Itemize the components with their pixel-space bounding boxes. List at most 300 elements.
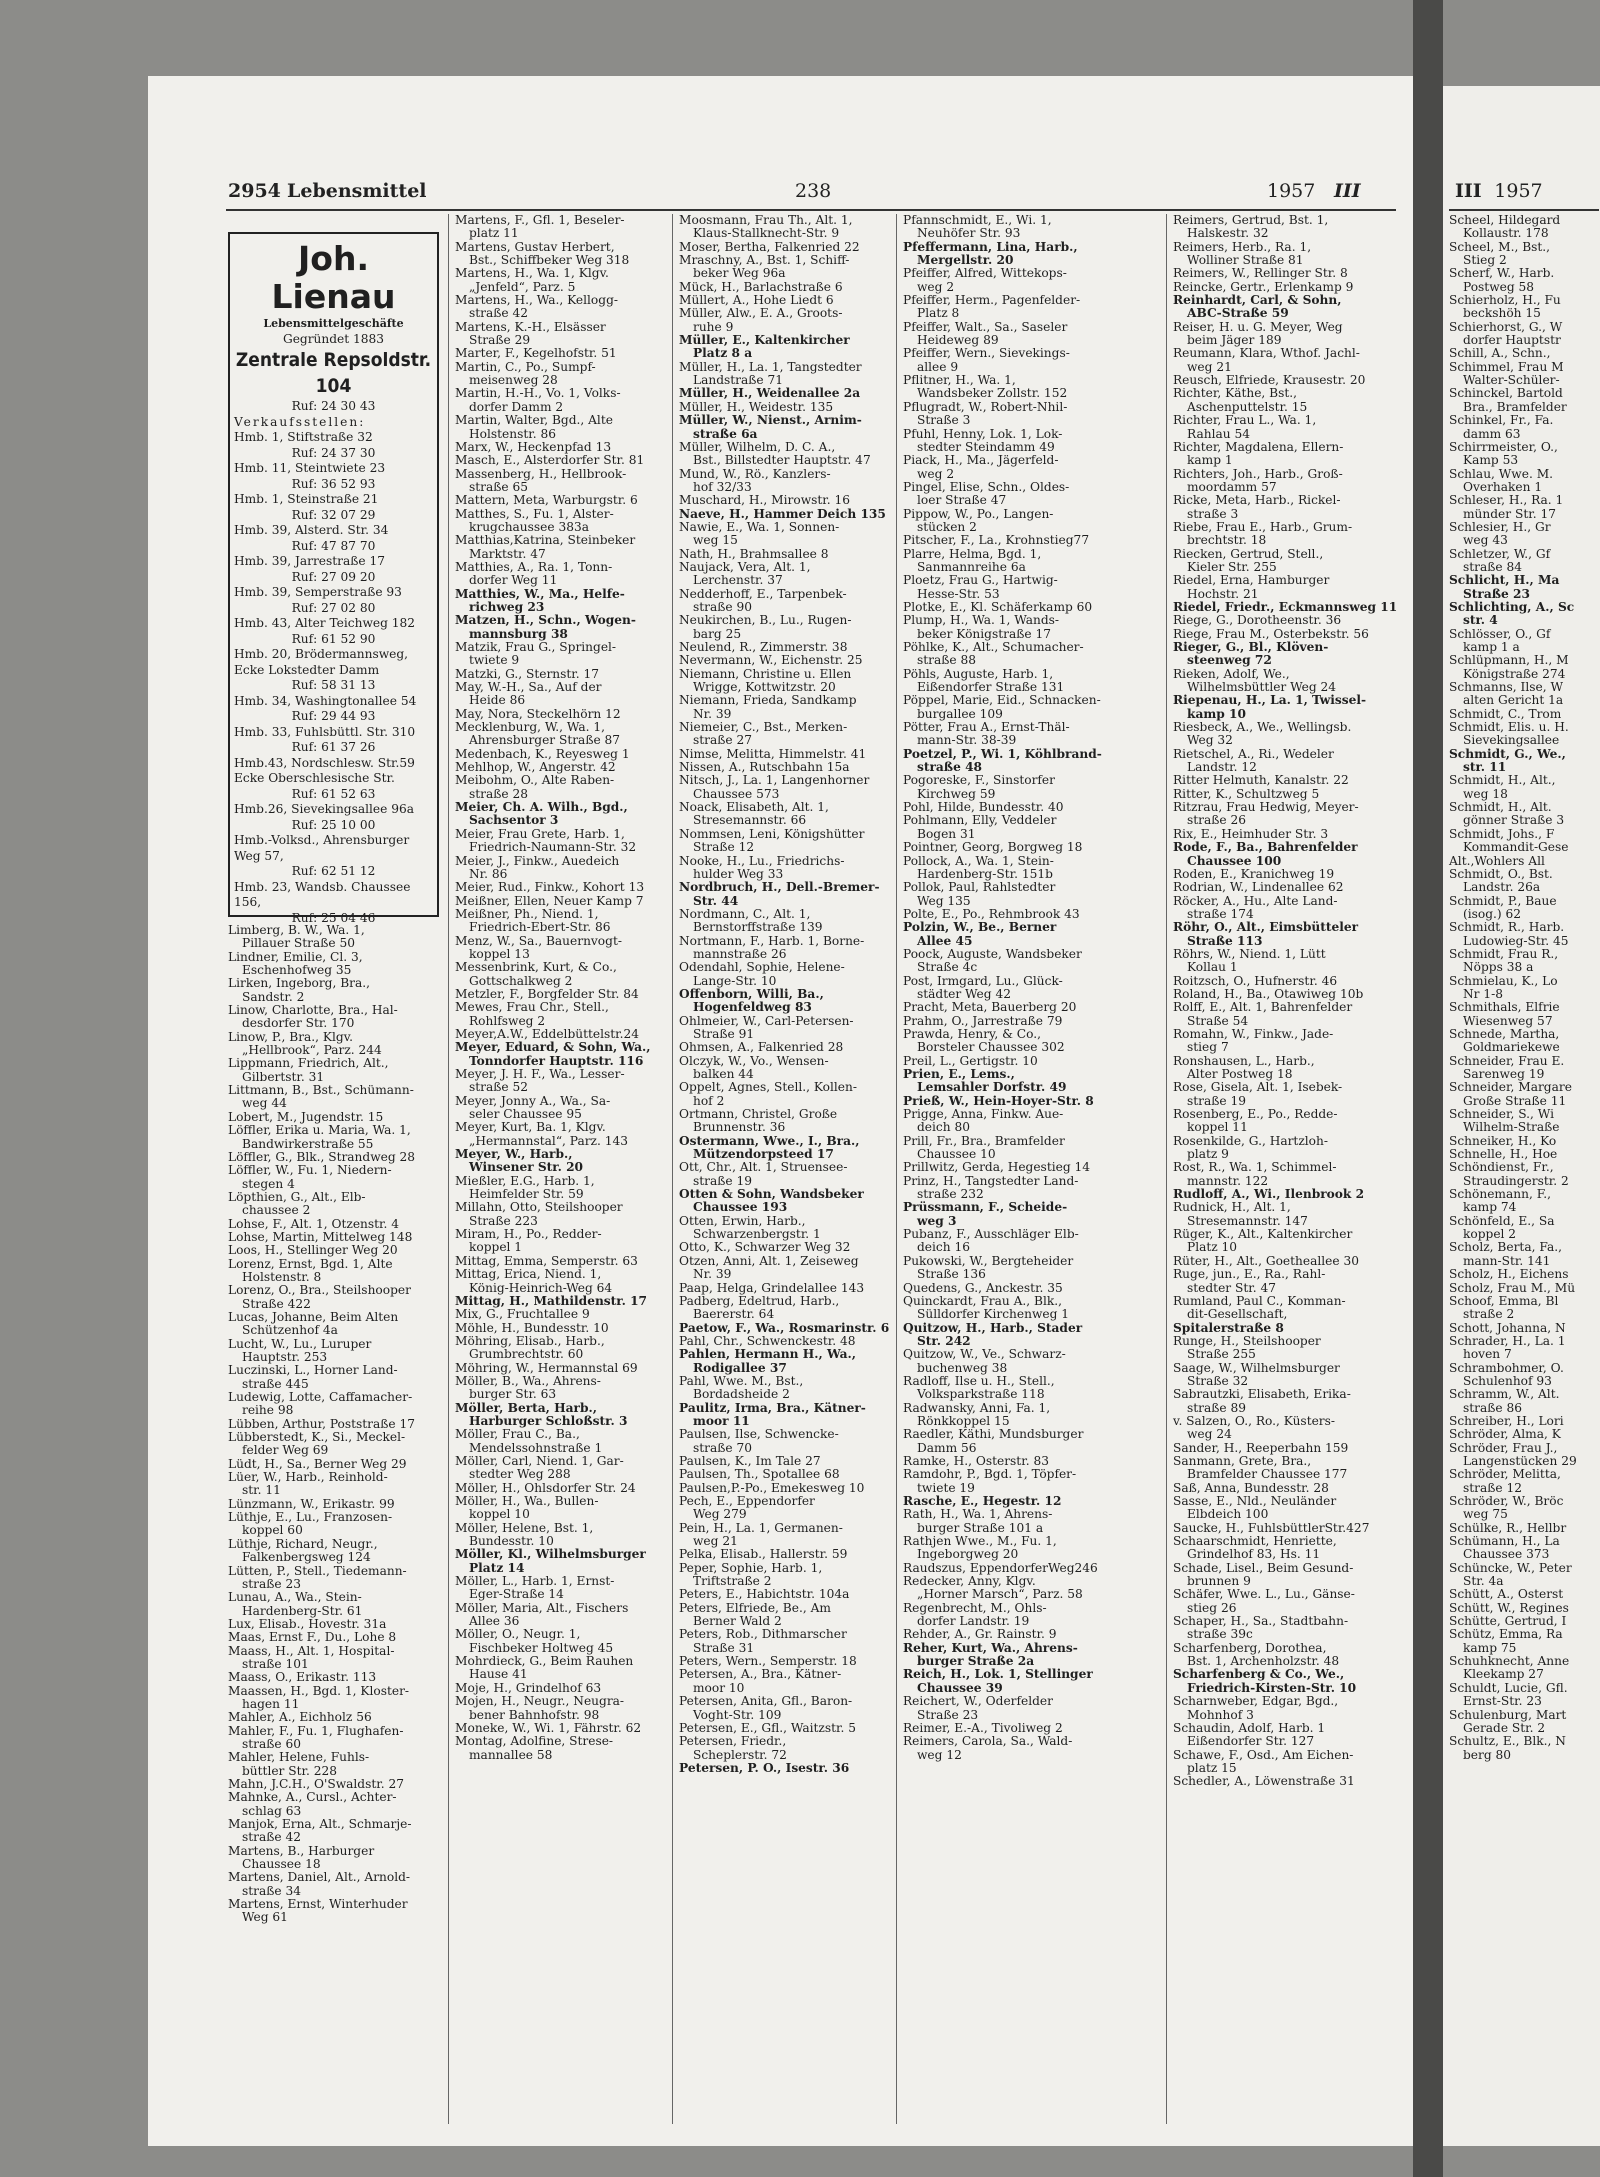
entry-name: Löffler, G., Blk., Strandweg 28 — [228, 1149, 416, 1164]
directory-entry — [1173, 414, 1399, 441]
entry-address: bener Bahnhofstr. 98 — [469, 1707, 600, 1722]
directory-entry — [228, 1778, 442, 1791]
entry-name: Schneider, Margare — [1449, 1080, 1572, 1095]
directory-entry — [228, 1031, 442, 1058]
entry-name: Post, Irmgard, Lu., Glück- — [903, 973, 1063, 988]
ad-store-address: Hmb. 20, Brödermannsweg, Ecke Lokstedter Damm — [234, 647, 409, 677]
directory-entry — [903, 1295, 1161, 1322]
directory-entry — [679, 668, 891, 695]
entry-address: weg 43 — [1463, 533, 1508, 548]
directory-entry — [679, 1015, 891, 1042]
entry-name: Loos, H., Stellinger Weg 20 — [228, 1243, 398, 1258]
directory-entry — [1449, 1028, 1599, 1055]
entry-name: May, W.-H., Sa., Auf der — [455, 680, 602, 695]
directory-entry — [1173, 281, 1399, 294]
directory-entry — [1173, 1562, 1399, 1589]
entry-name: Schümann, H., La — [1449, 1534, 1560, 1549]
directory-entry — [1173, 1588, 1399, 1615]
directory-entry — [679, 468, 891, 495]
directory-entry — [1173, 1415, 1399, 1442]
directory-entry — [1173, 748, 1399, 775]
entry-name: Möller, Kl., Wilhelmsburger — [455, 1547, 646, 1562]
directory-entry — [1173, 788, 1399, 801]
entry-name: Rodrian, W., Lindenallee 62 — [1173, 880, 1344, 895]
entry-address: Aschenputtelstr. 15 — [1187, 399, 1308, 414]
entry-name: Paulitz, Irma, Bra., Kätner- — [679, 1400, 866, 1415]
entry-name: Ramke, H., Osterstr. 83 — [903, 1453, 1049, 1468]
entry-name: Meier, Frau Grete, Harb. 1, — [455, 826, 625, 841]
directory-entry — [455, 668, 667, 681]
directory-entry — [1449, 748, 1599, 775]
entry-name: Riege, G., Dorotheenstr. 36 — [1173, 613, 1342, 628]
directory-entry — [679, 961, 891, 988]
entry-address: Chaussee 100 — [1187, 853, 1282, 868]
entry-address: Overhaken 1 — [1463, 479, 1543, 494]
entry-name: Schawe, F., Osd., Am Eichen- — [1173, 1747, 1354, 1762]
column-divider — [1166, 214, 1167, 2124]
entry-name: Mahler, Helene, Fuhls- — [228, 1750, 370, 1765]
entry-name: Offenborn, Willi, Ba., — [679, 986, 824, 1001]
directory-entry — [455, 454, 667, 467]
entry-name: Müller, H., Weidenallee 2a — [679, 386, 861, 401]
directory-entry — [455, 881, 667, 894]
directory-entry — [228, 1711, 442, 1724]
entry-name: Möhring, W., Hermannstal 69 — [455, 1360, 638, 1375]
entry-name: Löffler, W., Fu. 1, Niedern- — [228, 1163, 392, 1178]
directory-entry — [1449, 1081, 1599, 1108]
entry-name: Lindner, Emilie, Cl. 3, — [228, 949, 363, 964]
entry-address: Baererstr. 64 — [693, 1307, 775, 1322]
entry-name: Pfeffermann, Lina, Harb., — [903, 239, 1078, 254]
directory-entry — [1173, 1081, 1399, 1108]
entry-address: Eißendorfer Str. 127 — [1187, 1734, 1315, 1749]
directory-entry — [455, 801, 667, 828]
directory-entry — [1449, 321, 1599, 348]
directory-entry — [228, 1618, 442, 1631]
entry-address: Grumbrechtstr. 60 — [469, 1347, 584, 1362]
entry-name: Lohse, Martin, Mittelweg 148 — [228, 1229, 413, 1244]
ad-store-phone: Ruf: 47 87 70 — [291, 538, 376, 553]
directory-entry — [455, 708, 667, 721]
directory-entry — [1173, 641, 1399, 668]
entry-name: Poock, Auguste, Wandsbeker — [903, 946, 1082, 961]
directory-entry — [1449, 1322, 1599, 1335]
column-5 — [1173, 214, 1399, 2124]
entry-name: Maas, Ernst F., Du., Lohe 8 — [228, 1630, 397, 1645]
entry-name: Mund, W., Rö., Kanzlers- — [679, 466, 831, 481]
directory-entry — [679, 1628, 891, 1655]
entry-address: Wilhelmsbüttler Weg 24 — [1187, 680, 1337, 695]
entry-name: Riecken, Gertrud, Stell., — [1173, 546, 1324, 561]
entry-name: Scheel, M., Bst., — [1449, 239, 1551, 254]
directory-entry — [455, 774, 667, 801]
entry-address: Chaussee 373 — [1463, 1547, 1550, 1562]
entry-name: Pubanz, F., Ausschläger Elb- — [903, 1227, 1079, 1242]
entry-name: Schmidt, H., Alt. — [1449, 800, 1552, 815]
entry-address: platz 15 — [1187, 1760, 1237, 1775]
directory-entry — [903, 267, 1161, 294]
directory-entry — [903, 574, 1161, 601]
entry-address: Sarenweg 19 — [1463, 1067, 1545, 1081]
entry-address: Nr. 86 — [469, 866, 508, 881]
entry-name: Paulsen, K., Im Tale 27 — [679, 1453, 821, 1468]
entry-name: Lüthje, E., Lu., Franzosen- — [228, 1510, 393, 1525]
entry-address: straße 48 — [917, 760, 983, 775]
entry-name: Peters, Wern., Semperstr. 18 — [679, 1654, 857, 1669]
entry-address: Holstenstr. 86 — [469, 426, 556, 441]
directory-entry — [455, 1028, 667, 1041]
entry-name: Mittag, Erica, Niend. 1, — [455, 1267, 602, 1282]
entry-name: Ritter Helmuth, Kanalstr. 22 — [1173, 773, 1349, 788]
entry-address: kamp 10 — [1187, 706, 1246, 721]
entry-address: straße 60 — [242, 1736, 301, 1751]
entry-name: Riebe, Frau E., Harb., Grum- — [1173, 519, 1353, 534]
entry-address: Kollaustr. 178 — [1463, 226, 1549, 241]
entry-name: Mießler, E.G., Harb. 1, — [455, 1173, 595, 1188]
entry-name: Schill, A., Schn., — [1449, 346, 1551, 361]
entry-name: Schmidt, Johs., F — [1449, 826, 1555, 841]
entry-name: Rehder, A., Gr. Rainstr. 9 — [903, 1627, 1057, 1642]
entry-name: Müller, Wilhelm, D. C. A., — [679, 439, 836, 454]
entry-name: Reimers, Herb., Ra. 1, — [1173, 239, 1312, 254]
entry-address: damm 63 — [1463, 426, 1521, 441]
entry-name: Meier, J., Finkw., Auedeich — [455, 853, 620, 868]
directory-entry — [1173, 1695, 1399, 1722]
directory-entry — [679, 1255, 891, 1282]
entry-address: Hochstr. 21 — [1187, 586, 1259, 601]
entry-name: Pelka, Elisab., Hallerstr. 59 — [679, 1547, 848, 1562]
entry-address: Chaussee 10 — [917, 1147, 996, 1162]
entry-address: Rönkkoppel 15 — [917, 1413, 1010, 1428]
entry-name: Schmidt, C., Trom — [1449, 706, 1562, 721]
directory-entry — [903, 841, 1161, 854]
entry-address: weg 2 — [917, 466, 955, 481]
directory-entry — [903, 1508, 1161, 1535]
entry-name: Schlicht, H., Ma — [1449, 573, 1560, 588]
entry-name: Prill, Fr., Bra., Bramfelder — [903, 1133, 1065, 1148]
directory-entry — [455, 508, 667, 535]
entry-address: felder Weg 69 — [242, 1443, 329, 1458]
entry-address: hagen 11 — [242, 1696, 300, 1711]
entry-address: straße 6a — [693, 426, 758, 441]
entry-name: Paetow, F., Wa., Rosmarinstr. 6 — [679, 1320, 890, 1335]
entry-name: Schüncke, W., Peter — [1449, 1560, 1572, 1575]
entry-address: Rohlfsweg 2 — [469, 1013, 546, 1028]
entry-address: Damm 56 — [917, 1440, 977, 1455]
entry-name: Martens, K.-H., Elsässer — [455, 319, 606, 334]
directory-entry — [1173, 1135, 1399, 1162]
directory-entry — [679, 1602, 891, 1629]
entry-name: Pukowski, W., Bergteheider — [903, 1253, 1074, 1268]
entry-name: Schade, Lisel., Beim Gesund- — [1173, 1560, 1354, 1575]
directory-entry — [903, 1628, 1161, 1641]
entry-name: Lütten, P., Stell., Tiedemann- — [228, 1563, 407, 1578]
entry-name: Petersen, Friedr., — [679, 1734, 787, 1749]
directory-entry — [228, 1871, 442, 1898]
entry-name: Schütt, A., Osterst — [1449, 1587, 1564, 1602]
entry-address: Brunnenstr. 36 — [693, 1120, 786, 1135]
directory-entry — [228, 1511, 442, 1538]
entry-address: Hause 41 — [469, 1667, 528, 1682]
entry-name: Schlichting, A., Sc — [1449, 599, 1575, 614]
entry-name: Schleser, H., Ra. 1 — [1449, 493, 1564, 508]
entry-address: Tonndorfer Hauptstr. 116 — [469, 1053, 644, 1068]
entry-address: Chaussee 193 — [693, 1200, 788, 1215]
directory-entry — [1173, 214, 1399, 241]
entry-name: Schlau, Wwe. M. — [1449, 466, 1554, 481]
directory-entry — [903, 1535, 1161, 1562]
directory-entry — [679, 1081, 891, 1108]
directory-entry — [1173, 1295, 1399, 1322]
entry-name: Mojen, H., Neugr., Neugra- — [455, 1694, 625, 1709]
entry-name: Ruge, jun., E., Ra., Rahl- — [1173, 1267, 1326, 1282]
entry-address: beker Weg 96a — [693, 266, 786, 281]
entry-address: richweg 23 — [469, 599, 545, 614]
entry-name: Ludewig, Lotte, Caffamacher- — [228, 1390, 413, 1405]
directory-entry — [679, 1455, 891, 1468]
directory-entry — [455, 494, 667, 507]
directory-entry — [1449, 868, 1599, 895]
entry-name: Pahl, Chr., Schwenckestr. 48 — [679, 1333, 856, 1348]
entry-address: steenweg 72 — [1187, 653, 1272, 668]
directory-entry — [679, 761, 891, 774]
entry-name: Pein, H., La. 1, Germanen- — [679, 1520, 843, 1535]
ad-store-phone: Ruf: 62 51 12 — [291, 864, 376, 878]
entry-name: Löffler, Erika u. Maria, Wa. 1, — [228, 1123, 411, 1138]
directory-entry — [1173, 841, 1399, 868]
directory-entry — [228, 1751, 442, 1778]
entry-name: Mahler, F., Fu. 1, Flughafen- — [228, 1723, 404, 1738]
directory-entry — [1173, 468, 1399, 495]
entry-name: Scholz, H., Eichens — [1449, 1267, 1569, 1282]
entry-address: str. 11 — [1463, 760, 1507, 775]
directory-entry — [1449, 1335, 1599, 1362]
entry-address: Holstenstr. 8 — [242, 1269, 322, 1284]
directory-entry — [1173, 721, 1399, 748]
entry-address: Wiesenweg 57 — [1463, 1013, 1553, 1028]
entry-name: Schinkel, Fr., Fa. — [1449, 413, 1554, 428]
directory-entry — [679, 1495, 891, 1522]
right-header-rule — [1449, 209, 1599, 211]
directory-entry — [455, 1001, 667, 1028]
directory-entry — [903, 1001, 1161, 1014]
directory-entry — [1449, 1188, 1599, 1215]
directory-entry — [903, 1562, 1161, 1575]
entry-name: Schaarschmidt, Henriette, — [1173, 1534, 1337, 1549]
entry-name: Matzik, Frau G., Springel- — [455, 640, 617, 654]
directory-entry — [679, 307, 891, 334]
entry-address: Stresemannstr. 147 — [1187, 1213, 1308, 1228]
directory-entry — [679, 441, 891, 468]
directory-entry — [1173, 1188, 1399, 1201]
entry-address: Gottschalkweg 2 — [469, 973, 573, 988]
directory-entry — [1173, 321, 1399, 348]
directory-entry — [455, 534, 667, 561]
entry-name: Schierholz, H., Fu — [1449, 293, 1561, 308]
directory-entry — [1173, 1001, 1399, 1028]
entry-address: Straße 4c — [917, 960, 978, 975]
directory-entry — [228, 1124, 442, 1151]
entry-name: Preil, L., Gertigstr. 10 — [903, 1053, 1038, 1068]
directory-entry — [455, 321, 667, 348]
entry-address: Ahrensburger Straße 87 — [469, 733, 621, 748]
entry-name: Neulend, R., Zimmerstr. 38 — [679, 640, 848, 654]
entry-address: „Hellbrook“, Parz. 244 — [242, 1043, 382, 1058]
entry-address: dit-Gesellschaft, — [1187, 1307, 1288, 1322]
entry-address: beckshöh 15 — [1463, 306, 1541, 321]
entry-address: barg 25 — [693, 626, 742, 641]
column-2 — [455, 214, 667, 2124]
entry-name: Nortmann, F., Harb. 1, Borne- — [679, 933, 865, 948]
entry-name: Peters, E., Habichtstr. 104a — [679, 1587, 850, 1602]
entry-name: Redecker, Anny, Klgv. — [903, 1574, 1036, 1589]
entry-name: Meyer, W., Harb., — [455, 1147, 573, 1162]
entry-name: Schletzer, W., Gf — [1449, 546, 1551, 561]
directory-entry — [1449, 1135, 1599, 1148]
directory-entry — [1449, 241, 1599, 268]
entry-address: Eschenhofweg 35 — [242, 963, 352, 978]
entry-address: deich 80 — [917, 1120, 970, 1135]
column-divider — [448, 214, 449, 2124]
entry-address: Heideweg 89 — [917, 333, 999, 348]
right-volume: III — [1455, 180, 1482, 202]
entry-address: dorfer Weg 11 — [469, 573, 558, 588]
entry-address: Str. 242 — [917, 1333, 971, 1348]
directory-entry — [679, 548, 891, 561]
entry-address: straße 12 — [1463, 1480, 1522, 1495]
directory-entry — [1173, 1362, 1399, 1389]
entry-name: Mewes, Frau Chr., Stell., — [455, 1000, 609, 1015]
directory-entry — [1449, 1268, 1599, 1281]
directory-entry — [1449, 1709, 1599, 1736]
directory-entry — [903, 921, 1161, 948]
entry-name: Massenberg, H., Hellbrook- — [455, 466, 627, 481]
entry-name: Schröder, Alma, K — [1449, 1427, 1561, 1442]
entry-name: Lünzmann, W., Erikastr. 99 — [228, 1496, 395, 1511]
column-1 — [228, 924, 442, 2124]
entry-name: Rath, H., Wa. 1, Ahrens- — [903, 1507, 1053, 1522]
entry-address: Bogen 31 — [917, 826, 976, 841]
right-page-header — [1455, 180, 1543, 202]
directory-entry — [679, 935, 891, 962]
entry-name: Scharfenberg & Co., We., — [1173, 1667, 1345, 1682]
directory-entry — [679, 1402, 891, 1429]
entry-address: Fischbeker Holtweg 45 — [469, 1640, 614, 1655]
entry-address: str. 4 — [1463, 613, 1498, 628]
entry-name: Reinhardt, Carl, & Sohn, — [1173, 293, 1342, 308]
ad-store-address: Hmb. 1, Stiftstraße 32 — [234, 430, 373, 444]
directory-entry — [1173, 241, 1399, 268]
directory-entry — [228, 1458, 442, 1471]
directory-entry — [1173, 441, 1399, 468]
entry-name: Polte, E., Po., Rehmbrook 43 — [903, 906, 1080, 921]
directory-entry — [1449, 1615, 1599, 1628]
directory-entry — [1449, 1655, 1599, 1682]
entry-name: Nitsch, J., La. 1, Langenhorner — [679, 773, 870, 788]
entry-name: Raudszus, EppendorferWeg246 — [903, 1560, 1098, 1575]
entry-address: Langenstücken 29 — [1463, 1453, 1577, 1468]
entry-address: Berner Wald 2 — [693, 1614, 782, 1629]
entry-address: straße 27 — [693, 733, 752, 748]
entry-address: Lange-Str. 10 — [693, 973, 777, 988]
entry-name: Schuhknecht, Anne — [1449, 1654, 1570, 1669]
directory-entry — [455, 414, 667, 441]
directory-entry — [1449, 921, 1599, 948]
entry-name: Schnede, Martha, — [1449, 1026, 1560, 1041]
directory-entry — [1173, 1535, 1399, 1562]
entry-name: Möller, H., Ohlsdorfer Str. 24 — [455, 1480, 636, 1495]
entry-name: Rost, R., Wa. 1, Schimmel- — [1173, 1160, 1337, 1175]
entry-address: schlag 63 — [242, 1803, 302, 1818]
entry-address: burger Straße 101 a — [917, 1520, 1044, 1535]
entry-name: Lüer, W., Harb., Reinhold- — [228, 1470, 388, 1485]
ad-company-name: Joh. Lienau — [271, 239, 396, 316]
entry-name: Schrambohmer, O. — [1449, 1360, 1564, 1375]
directory-entry — [455, 561, 667, 588]
entry-address: Wilhelm-Straße — [1463, 1120, 1560, 1135]
entry-address: Sanmannreihe 6a — [917, 559, 1026, 574]
entry-name: Nordmann, C., Alt. 1, — [679, 906, 811, 921]
entry-address: Nr. 39 — [693, 706, 732, 721]
directory-entry — [903, 294, 1161, 321]
entry-name: Ortmann, Christel, Große — [679, 1107, 838, 1122]
entry-name: Spitalerstraße 8 — [1173, 1320, 1284, 1335]
entry-name: Scheel, Hildegard — [1449, 213, 1561, 227]
entry-name: Meyer, Eduard, & Sohn, Wa., — [455, 1040, 651, 1055]
entry-address: stegen 4 — [242, 1176, 295, 1191]
directory-entry — [903, 1642, 1161, 1669]
entry-address: Mützendorpsteed 17 — [693, 1147, 834, 1162]
entry-address: Straße 136 — [917, 1267, 986, 1282]
volume-label: III — [1334, 180, 1361, 202]
entry-address: Str. 44 — [693, 893, 739, 908]
entry-name: Pech, E., Eppendorfer — [679, 1494, 815, 1508]
entry-name: Schröder, W., Bröc — [1449, 1494, 1564, 1508]
entry-address: straße 101 — [242, 1656, 309, 1671]
entry-name: Scholz, Frau M., Mü — [1449, 1280, 1576, 1295]
entry-address: Platz 8 — [917, 306, 960, 321]
directory-entry — [455, 1121, 667, 1148]
entry-address: straße 52 — [469, 1080, 528, 1095]
entry-name: Schmidt, G., We., — [1449, 746, 1566, 761]
directory-entry — [1449, 1495, 1599, 1522]
directory-entry — [1449, 1588, 1599, 1601]
entry-name: Schuldt, Lucie, Gfl. — [1449, 1680, 1568, 1695]
directory-entry — [903, 881, 1161, 908]
directory-entry — [228, 1631, 442, 1644]
directory-entry — [455, 1148, 667, 1175]
entry-address: weg 44 — [242, 1096, 287, 1111]
entry-address: stedter Steindamm 49 — [917, 439, 1055, 454]
entry-address: Voght-Str. 109 — [693, 1707, 782, 1722]
directory-entry — [455, 1255, 667, 1268]
directory-entry — [1449, 654, 1599, 681]
entry-name: Lucas, Johanne, Beim Alten — [228, 1309, 399, 1324]
entry-address: Gerade Str. 2 — [1463, 1720, 1546, 1735]
directory-entry — [1449, 1282, 1599, 1295]
section-title: Lebensmittel — [287, 180, 427, 202]
entry-name: Schütte, Gertrud, I — [1449, 1614, 1567, 1629]
entry-name: Martens, F., Gfl. 1, Beseler- — [455, 213, 625, 227]
directory-entry — [228, 1685, 442, 1712]
directory-entry — [679, 508, 891, 521]
directory-entry — [455, 294, 667, 321]
entry-name: Ramdohr, P., Bgd. 1, Töpfer- — [903, 1467, 1077, 1482]
entry-address: Friedrich-Kirsten-Str. 10 — [1187, 1680, 1357, 1695]
entry-address: Kamp 53 — [1463, 453, 1519, 468]
right-year: 1957 — [1494, 180, 1543, 202]
directory-entry — [903, 1402, 1161, 1429]
